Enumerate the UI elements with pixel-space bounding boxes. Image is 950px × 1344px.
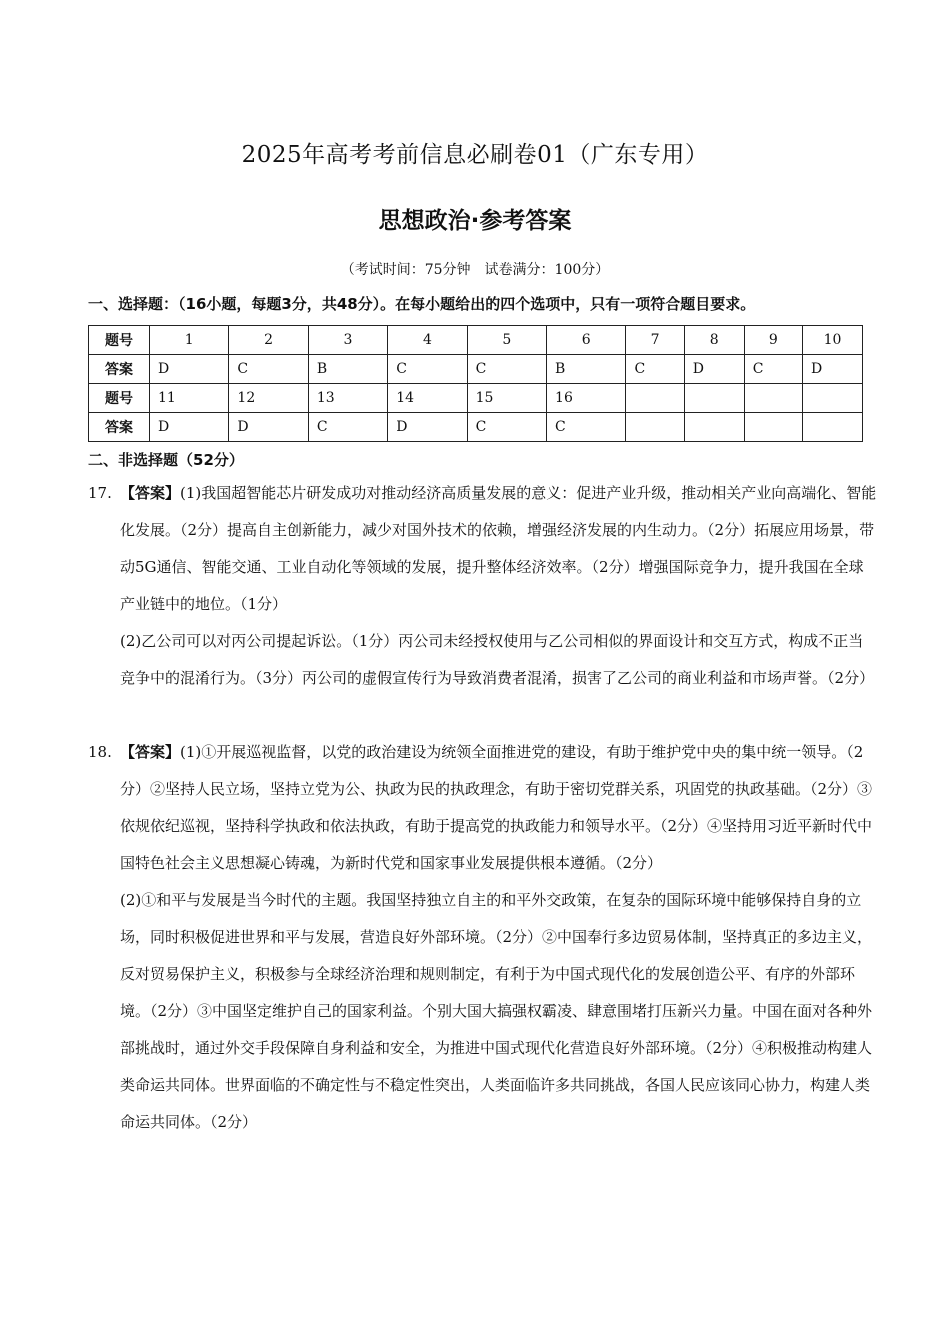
question-number: 6 [547,326,626,355]
answer-cell: D [150,355,229,384]
answer-cell: B [308,355,387,384]
page-subtitle: 思想政治·参考答案 [378,208,572,234]
table-row [89,355,863,384]
question-18 [88,734,878,1141]
question-number: 3 [308,326,387,355]
table-row [89,326,863,355]
question-number: 9 [744,326,802,355]
answer-tag: 【答案】 [120,484,181,502]
answer-cell: B [547,355,626,384]
row-label: 答案 [89,355,150,384]
answer-part-2: (2)①和平与发展是当今时代的主题。我国坚持独立自主的和平外交政策，在复杂的国际环境中能够保持自身的立场，同时积极促进世界和平与发展，营造良好外部环境。（2分）②中国奉行多边贸易体制，坚持真正的多边主义，反对贸易保护主义，积极参与全球经济治理和规则制定，有利于为中国式现代化的发展创造公平、有序的外部环境。（2分）③中国坚定维护自己的国家利益。个别大国大搞强权霸凌、肆意围堵打压新兴力量。中国在面对各种外部挑战时，通过外交手段保障自身利益和安全，为推进中国式现代化营造良好外部环境。（2分）④积极推动构建人类命运共同体。世界面临的不确定性与不稳定性突出，人类面临许多共同挑战，各国人民应该同心协力，构建人类命运共同体。（2分） [120,891,873,1131]
question-number: 1 [150,326,229,355]
question-number: 2 [229,326,308,355]
answer-cell: C [626,355,684,384]
answer-cell: C [229,355,308,384]
question-number: 5 [467,326,546,355]
empty-cell [626,384,684,413]
question-17 [88,475,878,697]
section1-heading: 一、选择题：（16小题，每题3分，共48分）。在每小题给出的四个选项中，只有一项符合题目要求。 [88,295,756,313]
answer-cell: C [547,413,626,442]
answer-tag: 【答案】 [120,743,181,761]
question-number: 13 [308,384,387,413]
empty-cell [803,413,863,442]
answer-table [88,325,863,442]
answer-text: (1)我国超智能芯片研发成功对推动经济高质量发展的意义：促进产业升级，推动相关产业向高端化、智能化发展。（2分）提高自主创新能力，减少对国外技术的依赖，增强经济发展的内生动力。（2分）拓展应用场景，带动5G通信、智能交通、工业自动化等领域的发展，提升整体经济效率。（2分）增强国际竞争力，提升我国在全球产业链中的地位。（1分） [120,484,877,613]
answer-cell: D [388,413,467,442]
question-number: 11 [150,384,229,413]
question-number: 17. [88,484,112,502]
row-label: 题号 [89,326,150,355]
answer-cell: D [803,355,863,384]
answer-text: (1)①开展巡视监督，以党的政治建设为统领全面推进党的建设，有助于维护党中央的集中统一领导。（2分）②坚持人民立场，坚持立党为公、执政为民的执政理念，有助于密切党群关系，巩固党的执政基础。（2分）③依规依纪巡视，坚持科学执政和依法执政，有助于提高党的执政能力和领导水平。（2分）④坚持用习近平新时代中国特色社会主义思想凝心铸魂，为新时代党和国家事业发展提供根本遵循。（2分） [120,743,873,872]
page-title: 2025年高考考前信息必刷卷01（广东专用） [241,142,709,168]
answer-part-1 [120,734,878,882]
answer-part-1 [120,475,878,623]
empty-cell [626,413,684,442]
section2-heading: 二、非选择题（52分） [88,451,244,469]
answer-cell: D [684,355,744,384]
answer-cell: C [308,413,387,442]
answer-part-2: (2)乙公司可以对丙公司提起诉讼。（1分）丙公司未经授权使用与乙公司相似的界面设计和交互方式，构成不正当竞争中的混淆行为。（3分）丙公司的虚假宣传行为导致消费者混淆，损害了乙公司的商业利益和市场声誉。（2分） [120,632,875,687]
answer-cell: D [229,413,308,442]
question-number: 15 [467,384,546,413]
row-label: 题号 [89,384,150,413]
table-row [89,384,863,413]
answer-cell: C [388,355,467,384]
empty-cell [744,413,802,442]
question-number: 7 [626,326,684,355]
row-label: 答案 [89,413,150,442]
empty-cell [744,384,802,413]
empty-cell [684,413,744,442]
answer-cell: C [467,413,546,442]
question-number: 18. [88,743,112,761]
empty-cell [684,384,744,413]
exam-info: （考试时间：75分钟 试卷满分：100分） [340,262,610,278]
question-number: 8 [684,326,744,355]
answer-cell: C [744,355,802,384]
question-number: 12 [229,384,308,413]
question-number: 10 [803,326,863,355]
answer-cell: C [467,355,546,384]
question-number: 4 [388,326,467,355]
question-number: 16 [547,384,626,413]
empty-cell [803,384,863,413]
question-number: 14 [388,384,467,413]
table-row [89,413,863,442]
answer-cell: D [150,413,229,442]
